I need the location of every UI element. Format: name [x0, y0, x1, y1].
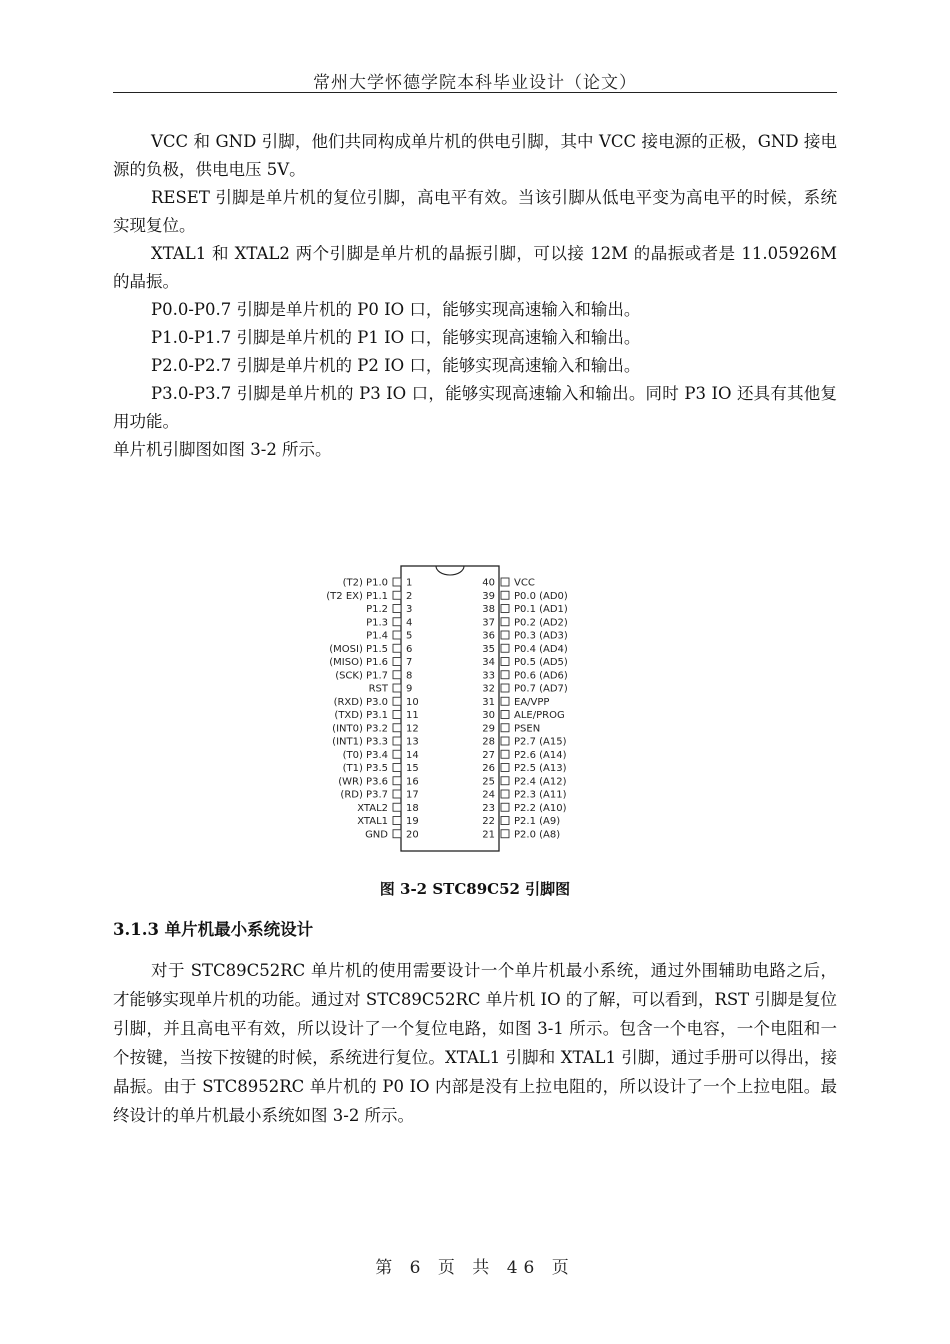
- pin-number-left: 9: [406, 683, 413, 695]
- pin-number-left: 2: [406, 590, 413, 602]
- pin-number-left: 14: [406, 749, 419, 761]
- pin-number-left: 20: [406, 829, 419, 841]
- pin-label-left: (TXD) P3.1: [334, 710, 388, 721]
- pin-number-left: 12: [406, 723, 419, 735]
- pin-box-right: [501, 644, 509, 652]
- paragraph-reset: RESET 引脚是单片机的复位引脚，高电平有效。当该引脚从低电平变为高电平的时候，系统实现复位。: [113, 188, 837, 235]
- pin-box-right: [501, 817, 509, 825]
- pin-label-left: (T0) P3.4: [342, 749, 388, 761]
- pin-box-left: [393, 618, 401, 626]
- pin-box-right: [501, 830, 509, 838]
- pin-label-right: P2.7 (A15): [514, 736, 567, 748]
- pin-number-right: 34: [482, 657, 495, 668]
- body-text-bottom: [113, 956, 837, 1130]
- paragraph-p2: P2.0-P2.7 引脚是单片机的 P2 IO 口，能够实现高速输入和输出。: [151, 356, 641, 375]
- pin-label-right: P0.0 (AD0): [514, 590, 568, 602]
- pin-box-left: [393, 697, 401, 705]
- pin-box-right: [501, 790, 509, 798]
- pin-number-right: 33: [482, 670, 495, 682]
- paragraph-p1: P1.0-P1.7 引脚是单片机的 P1 IO 口，能够实现高速输入和输出。: [151, 328, 641, 347]
- pin-number-left: 15: [406, 763, 419, 774]
- pin-label-left: (WR) P3.6: [338, 776, 388, 788]
- pin-box-left: [393, 817, 401, 825]
- running-header: 常州大学怀德学院本科毕业设计（论文）: [313, 73, 637, 93]
- section-heading: 3.1.3 单片机最小系统设计: [113, 920, 314, 939]
- paragraph-xtal: XTAL1 和 XTAL2 两个引脚是单片机的晶振引脚，可以接 12M 的晶振或者是 11.05926M 的晶振。: [113, 244, 837, 291]
- pin-label-right: P2.4 (A12): [514, 776, 567, 788]
- pin-label-right: ALE/PROG: [514, 710, 565, 721]
- pin-box-left: [393, 644, 401, 652]
- pin-box-left: [393, 711, 401, 719]
- pin-label-left: P1.2: [366, 604, 388, 615]
- pin-number-right: 36: [482, 630, 495, 642]
- pin-box-right: [501, 671, 509, 679]
- pin-label-left: (INT1) P3.3: [332, 736, 388, 748]
- pin-number-right: 26: [482, 763, 495, 774]
- pin-box-left: [393, 658, 401, 666]
- pin-number-right: 22: [482, 816, 495, 827]
- pin-box-left: [393, 724, 401, 732]
- pin-box-right: [501, 591, 509, 599]
- paragraph-vcc-gnd: VCC 和 GND 引脚，他们共同构成单片机的供电引脚，其中 VCC 接电源的正极，GND 接电源的负极，供电电压 5V。: [113, 132, 837, 179]
- pin-box-right: [501, 764, 509, 772]
- pin-label-left: XTAL1: [357, 816, 388, 827]
- pin-box-left: [393, 605, 401, 613]
- pin-box-left: [393, 764, 401, 772]
- pin-number-right: 30: [482, 710, 495, 721]
- paragraph-minimum-system: 对于 STC89C52RC 单片机的使用需要设计一个单片机最小系统，通过外围辅助电路之后，才能够实现单片机的功能。通过对 STC89C52RC 单片机 IO 的了解，可以看到，RST 引脚是复位引脚，并且高电平有效，所以设计了一个复位电路，如图 3-1 所示。包含一个电容，一个电阻和一个按键，当按下按键的时候，系统进行复位。XTAL1 引脚和 XTAL1 引脚，通过手册可以得出，接晶振。由于 STC8952RC 单片机的 P0 IO 内部是没有上拉电阻的，所以设计了一个上拉电阻。最终设计的单片机最小系统如图 3-2 所示。: [113, 961, 837, 1125]
- pin-label-left: (RD) P3.7: [340, 789, 388, 801]
- pin-label-right: P0.3 (AD3): [514, 630, 568, 642]
- pinout-diagram: [295, 562, 595, 858]
- pin-box-right: [501, 578, 509, 586]
- pin-label-right: P0.6 (AD6): [514, 670, 568, 682]
- pin-box-left: [393, 578, 401, 586]
- pin-box-right: [501, 803, 509, 811]
- pin-number-right: 25: [482, 776, 495, 788]
- pin-label-left: P1.4: [366, 630, 388, 642]
- pin-label-right: P2.5 (A13): [514, 763, 567, 774]
- pin-number-left: 11: [406, 710, 419, 721]
- pin-label-right: P0.5 (AD5): [514, 657, 568, 668]
- figure-caption: 图 3-2 STC89C52 引脚图: [379, 880, 571, 898]
- pin-label-right: P0.2 (AD2): [514, 617, 568, 629]
- pin-box-left: [393, 684, 401, 692]
- paragraph-p3: P3.0-P3.7 引脚是单片机的 P3 IO 口，能够实现高速输入和输出。同时 P3 IO 还具有其他复用功能。: [113, 384, 837, 431]
- pin-box-right: [501, 631, 509, 639]
- pin-label-right: P0.4 (AD4): [514, 643, 568, 655]
- pin-number-right: 38: [482, 604, 495, 615]
- pin-label-left: (MOSI) P1.5: [329, 643, 388, 655]
- paragraph-p0: P0.0-P0.7 引脚是单片机的 P0 IO 口，能够实现高速输入和输出。: [151, 300, 641, 319]
- pin-box-left: [393, 790, 401, 798]
- pin-number-right: 32: [482, 683, 495, 695]
- page-footer: 第 6 页 共 46 页: [375, 1258, 575, 1278]
- pin-box-left: [393, 777, 401, 785]
- pin-number-left: 10: [406, 696, 419, 708]
- pin-box-right: [501, 618, 509, 626]
- pin-label-right: PSEN: [514, 723, 541, 735]
- pin-number-right: 37: [482, 617, 495, 629]
- pin-box-right: [501, 724, 509, 732]
- pin-number-right: 24: [482, 789, 495, 801]
- pin-label-right: P2.2 (A10): [514, 802, 567, 814]
- pin-number-left: 1: [406, 577, 413, 589]
- header-divider: [113, 92, 837, 93]
- pin-number-right: 23: [482, 802, 495, 814]
- pin-label-right: P2.3 (A11): [514, 789, 567, 801]
- pin-box-right: [501, 750, 509, 758]
- pin-box-left: [393, 830, 401, 838]
- pin-label-left: (T2) P1.0: [342, 577, 388, 589]
- pin-label-left: GND: [365, 829, 388, 841]
- pin-number-left: 8: [406, 670, 413, 682]
- pin-label-right: P2.6 (A14): [514, 749, 567, 761]
- body-text-top: [113, 128, 837, 464]
- pin-number-right: 28: [482, 736, 495, 748]
- pin-box-left: [393, 591, 401, 599]
- pin-box-right: [501, 658, 509, 666]
- pin-number-left: 6: [406, 643, 413, 655]
- paragraph-figure-ref: 单片机引脚图如图 3-2 所示。: [113, 440, 332, 459]
- pin-number-right: 40: [482, 577, 495, 589]
- pin-label-left: RST: [368, 683, 388, 695]
- pin-label-left: (T2 EX) P1.1: [326, 590, 388, 602]
- pin-label-right: P0.1 (AD1): [514, 604, 568, 615]
- pin-label-right: VCC: [514, 577, 535, 589]
- pin-label-right: P2.0 (A8): [514, 829, 561, 841]
- pin-number-left: 18: [406, 802, 419, 814]
- pinout-figure: [295, 562, 595, 858]
- pin-number-left: 4: [406, 617, 413, 629]
- pin-box-right: [501, 777, 509, 785]
- pin-box-left: [393, 750, 401, 758]
- pin-box-right: [501, 697, 509, 705]
- pin-number-right: 27: [482, 749, 495, 761]
- pin-label-left: P1.3: [366, 617, 388, 629]
- pin-label-right: EA/VPP: [514, 696, 550, 708]
- pin-box-left: [393, 737, 401, 745]
- pin-box-left: [393, 671, 401, 679]
- pin-number-left: 17: [406, 789, 419, 801]
- pin-box-left: [393, 631, 401, 639]
- pin-label-left: XTAL2: [357, 802, 388, 814]
- pin-number-left: 5: [406, 630, 413, 642]
- pin-label-left: (SCK) P1.7: [335, 670, 388, 682]
- pin-box-left: [393, 803, 401, 811]
- pin-box-right: [501, 737, 509, 745]
- pin-number-left: 3: [406, 604, 413, 615]
- pin-number-right: 39: [482, 590, 495, 602]
- pin-box-right: [501, 711, 509, 719]
- pin-number-left: 13: [406, 736, 419, 748]
- pin-label-left: (MISO) P1.6: [329, 657, 388, 668]
- pin-number-left: 16: [406, 776, 419, 788]
- pin-label-right: P0.7 (AD7): [514, 683, 568, 695]
- pin-number-right: 29: [482, 723, 495, 735]
- pin-label-left: (T1) P3.5: [342, 763, 388, 774]
- pin-label-left: (INT0) P3.2: [332, 723, 388, 735]
- pin-box-right: [501, 684, 509, 692]
- pin-number-right: 35: [482, 643, 495, 655]
- pin-box-right: [501, 605, 509, 613]
- pin-number-left: 7: [406, 657, 413, 668]
- pin-label-right: P2.1 (A9): [514, 816, 561, 827]
- pin-number-right: 31: [482, 696, 495, 708]
- pin-number-right: 21: [482, 829, 495, 841]
- pin-number-left: 19: [406, 816, 419, 827]
- pin-label-left: (RXD) P3.0: [333, 696, 388, 708]
